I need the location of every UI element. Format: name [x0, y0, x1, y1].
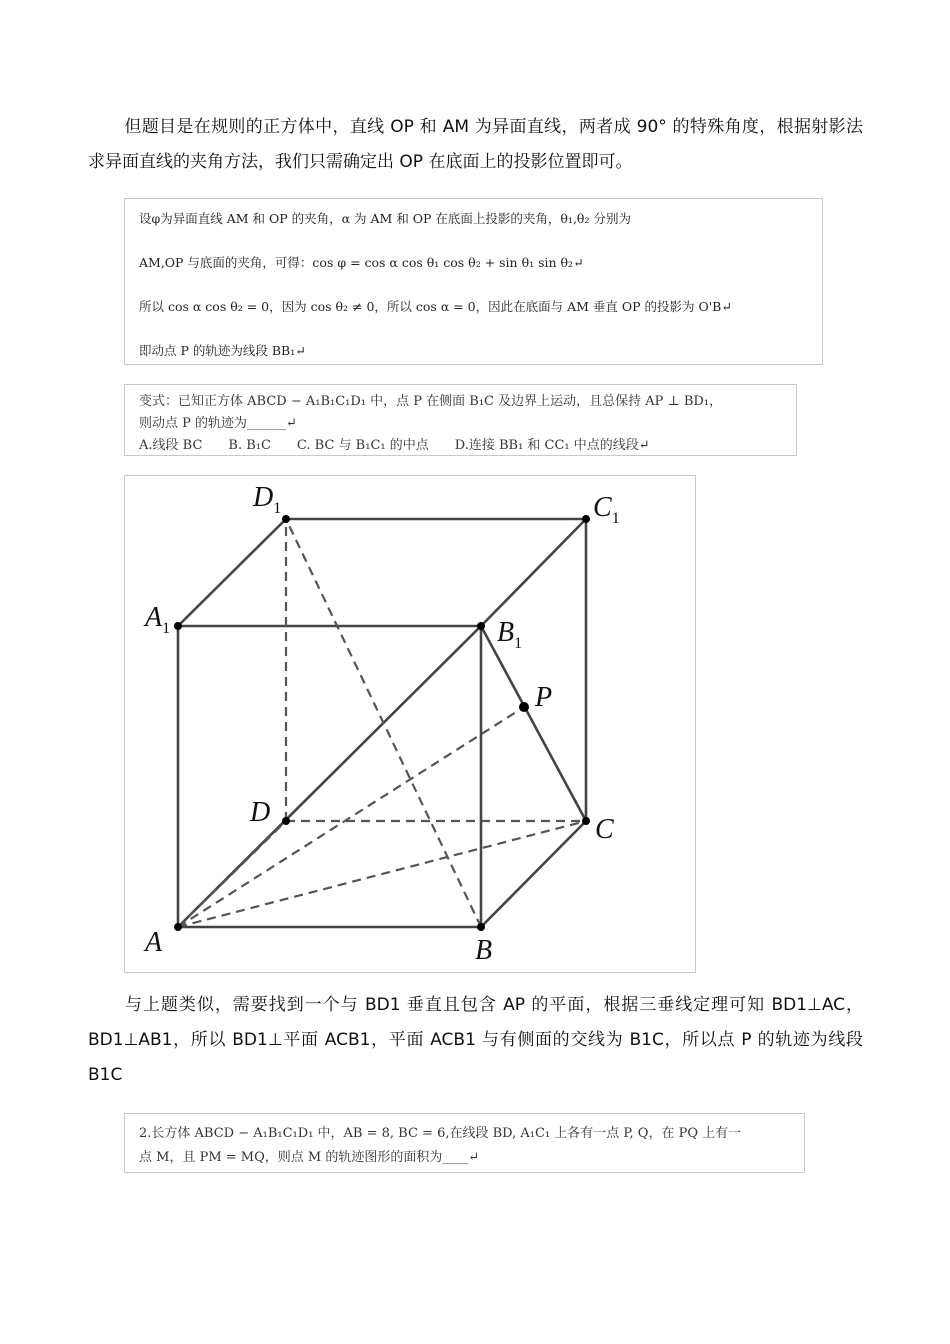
problem-2-box [124, 1113, 805, 1173]
hidden-edge-A-D [178, 821, 286, 927]
paragraph-intro-text: 但题目是在规则的正方体中，直线 OP 和 AM 为异面直线，两者成 90° 的特殊角度，根据射影法求异面直线的夹角方法，我们只需确定出 OP 在底面上的投影位置即可。 [88, 117, 863, 172]
label-A: A [145, 927, 163, 958]
paragraph-explanation-text: 与上题类似，需要找到一个与 BD1 垂直且包含 AP 的平面，根据三垂线定理可知 BD1⊥AC，BD1⊥AB1，所以 BD1⊥平面 ACB1，平面 ACB1 与有侧面的交线为 B1C，所以点 P 的轨迹为线段 B1C [88, 995, 863, 1085]
solution-box [124, 198, 823, 365]
point-B [477, 923, 485, 931]
point-B1 [477, 622, 485, 630]
segment-A-P [178, 707, 524, 927]
point-A [174, 923, 182, 931]
solution-line-3: 所以 cos α cos θ₂ = 0，因为 cos θ₂ ≠ 0，所以 cos α = 0，因此在底面与 AM 垂直 OP 的投影为 O'B↵ [139, 299, 732, 314]
problem-2-line-2: 点 M，且 PM = MQ，则点 M 的轨迹图形的面积为____↵ [139, 1150, 480, 1165]
paragraph-intro [88, 110, 863, 180]
label-C1: $C_1$ [593, 492, 620, 527]
cube-diagram [125, 476, 695, 972]
label-A1: $A_1$ [145, 602, 171, 637]
variant-line-2: 则动点 P 的轨迹为______↵ [139, 416, 297, 431]
point-C1 [582, 515, 590, 523]
point-D [282, 817, 290, 825]
label-B: B [475, 935, 493, 966]
problem-2-line-1: 2.长方体 ABCD − A₁B₁C₁D₁ 中，AB = 8, BC = 6,在线段 BD, A₁C₁ 上各有一点 P, Q，在 PQ 上有一 [139, 1126, 742, 1141]
point-P [519, 702, 529, 712]
diagonal-B-D1 [286, 519, 481, 927]
point-D1 [282, 515, 290, 523]
cube-figure [124, 475, 696, 973]
edge-B1-C1 [481, 519, 586, 626]
label-P: P [535, 682, 553, 713]
solution-line-2: AM,OP 与底面的夹角，可得：cos φ = cos α cos θ₁ cos θ₂ + sin θ₁ sin θ₂↵ [139, 255, 584, 270]
label-B1: $B_1$ [497, 617, 523, 652]
solution-line-1: 设φ为异面直线 AM 和 OP 的夹角，α 为 AM 和 OP 在底面上投影的夹角，θ₁,θ₂ 分别为 [139, 211, 631, 226]
paragraph-explanation [88, 988, 863, 1093]
segment-A-C [178, 821, 586, 927]
label-D1: $D_1$ [253, 482, 282, 517]
edge-A1-D1 [178, 519, 286, 626]
edge-B-C [481, 821, 586, 927]
label-C: C [595, 814, 614, 845]
variant-problem-box [124, 384, 797, 456]
point-C [582, 817, 590, 825]
solution-line-4: 即动点 P 的轨迹为线段 BB₁↵ [139, 343, 306, 358]
point-A1 [174, 622, 182, 630]
variant-options: A.线段 BC B. B₁C C. BC 与 B₁C₁ 的中点 D.连接 BB₁ 和 CC₁ 中点的线段↵ [139, 438, 650, 453]
label-D: D [250, 797, 271, 828]
variant-line-1: 变式：已知正方体 ABCD − A₁B₁C₁D₁ 中，点 P 在侧面 B₁C 及边界上运动，且总保持 AP ⊥ BD₁， [139, 394, 723, 409]
